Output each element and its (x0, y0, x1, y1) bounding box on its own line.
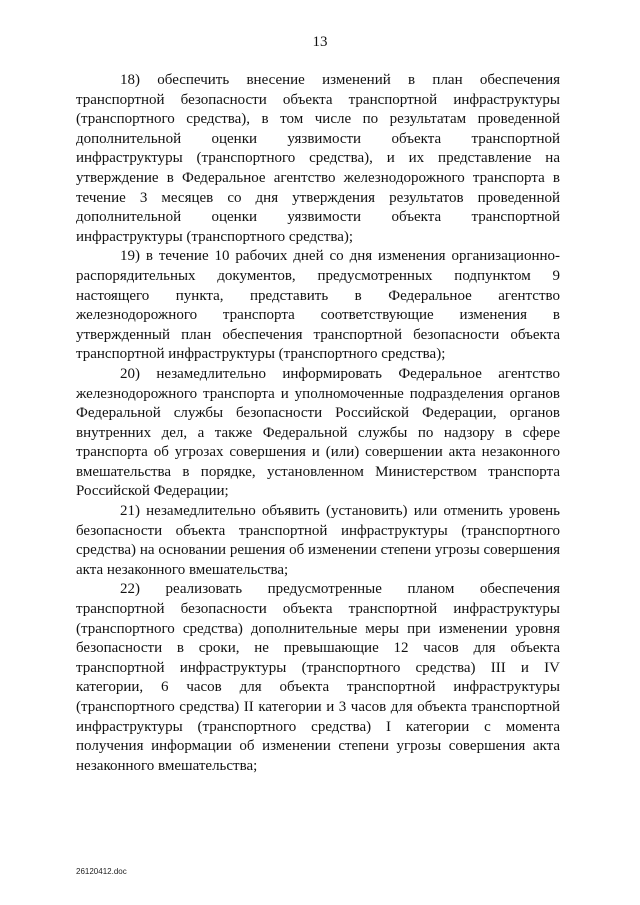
paragraph-item-22: 22) реализовать предусмотренные планом обеспечения транспортной безопасности объекта транспортной инфраструктуры (транспортного средства) дополнительные меры при изменении уровня безопасности в сроки, не превышающие 12 часов для объекта транспортной инфраструктуры (транспортного средства) III и IV категории, 6 часов для объекта транспортной инфраструктуры (транспортного средства) II категории и 3 часов для объекта транспортной инфраструктуры (транспортного средства) I категории с момента получения информации об изменении степени угрозы совершения акта незаконного вмешательства; (76, 581, 560, 774)
page-number: 13 (312, 34, 328, 50)
paragraph-item-18: 18) обеспечить внесение изменений в план обеспечения транспортной безопасности объекта транспортной инфраструктуры (транспортного средства), в том числе по результатам проведенной дополнительной оценки уязвимости объекта транспортной инфраструктуры (транспортного средства), и их представление на утверждение в Федеральное агентство железнодорожного транспорта в течение 3 месяцев со дня утверждения результатов проведенной дополнительной оценки уязвимости объекта транспортной инфраструктуры (транспортного средства); (76, 72, 560, 245)
paragraph-item-20: 20) незамедлительно информировать Федеральное агентство железнодорожного транспорта и уполномоченные подразделения органов Федеральной службы безопасности Российской Федерации, органов внутренних дел, а также Федеральной службы по надзору в сфере транспорта об угрозах совершения и (или) совершении акта незаконного вмешательства в порядке, установленном Министерством транспорта Российской Федерации; (76, 365, 560, 500)
document-body (76, 71, 560, 776)
paragraph-item-21: 21) незамедлительно объявить (установить) или отменить уровень безопасности объекта транспортной инфраструктуры (транспортного средства) на основании решения об изменении степени угрозы совершения акта незаконного вмешательства; (76, 503, 560, 578)
paragraph-item-19: 19) в течение 10 рабочих дней со дня изменения организационно-распорядительных документов, предусмотренных подпунктом 9 настоящего пункта, представить в Федеральное агентство железнодорожного транспорта соответствующие изменения в утвержденный план обеспечения транспортной безопасности объекта транспортной инфраструктуры (транспортного средства); (76, 248, 560, 363)
footer-file-name: 26120412.doc (76, 867, 127, 876)
